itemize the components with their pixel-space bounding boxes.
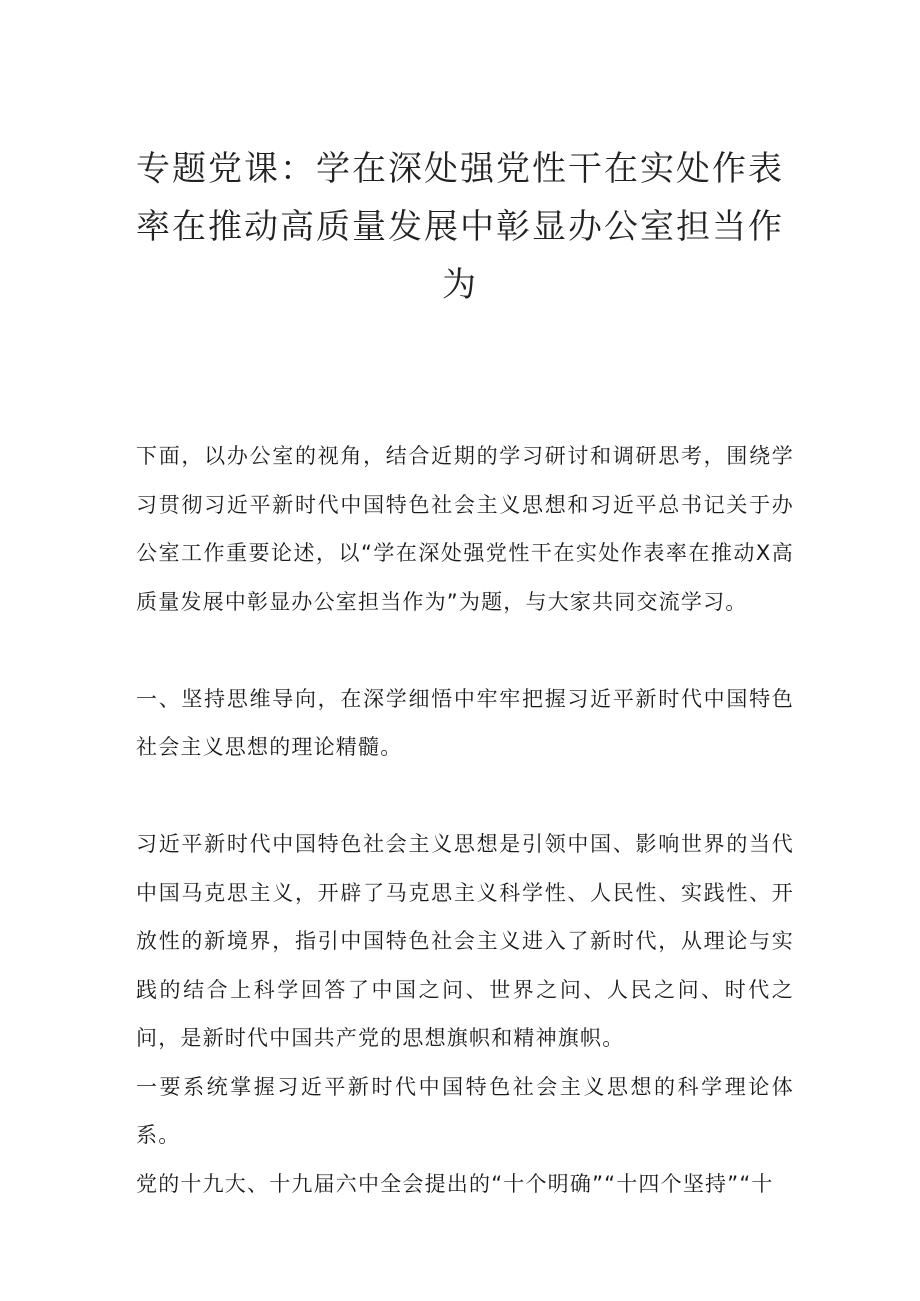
paragraph-spacer <box>136 626 794 675</box>
paragraph-thought: 习近平新时代中国特色社会主义思想是引领中国、影响世界的当代中国马克思主义，开辟了马克思主义科学性、人民性、实践性、开放性的新境界，指引中国特色社会主义进入了新时代，从理论与实践的结合上科学回答了中国之问、世界之问、人民之问、时代之问，是新时代中国共产党的思想旗帜和精神旗帜。 <box>136 832 794 1050</box>
section-heading-1: 一、坚持思维导向，在深学细悟中牢牢把握习近平新时代中国特色社会主义思想的理论精髓。 <box>136 686 794 759</box>
paragraph-point-1-detail: 党的十九大、十九届六中全会提出的“十个明确”“十四个坚持”“十 <box>136 1171 774 1196</box>
document-body <box>136 432 794 1208</box>
paragraph-point-1: 一要系统掌握习近平新时代中国特色社会主义思想的科学理论体系。 <box>136 1074 794 1147</box>
paragraph-spacer <box>136 772 794 821</box>
document-title: 专题党课：学在深处强党性干在实处作表率在推动高质量发展中彰显办公室担当作为 <box>136 149 784 305</box>
paragraph-intro: 下面，以办公室的视角，结合近期的学习研讨和调研思考，围绕学习贯彻习近平新时代中国特色社会主义思想和习近平总书记关于办公室工作重要论述，以“学在深处强党性干在实处作表率在推动X高质量发展中彰显办公室担当作为”为题，与大家共同交流学习。 <box>136 444 794 614</box>
